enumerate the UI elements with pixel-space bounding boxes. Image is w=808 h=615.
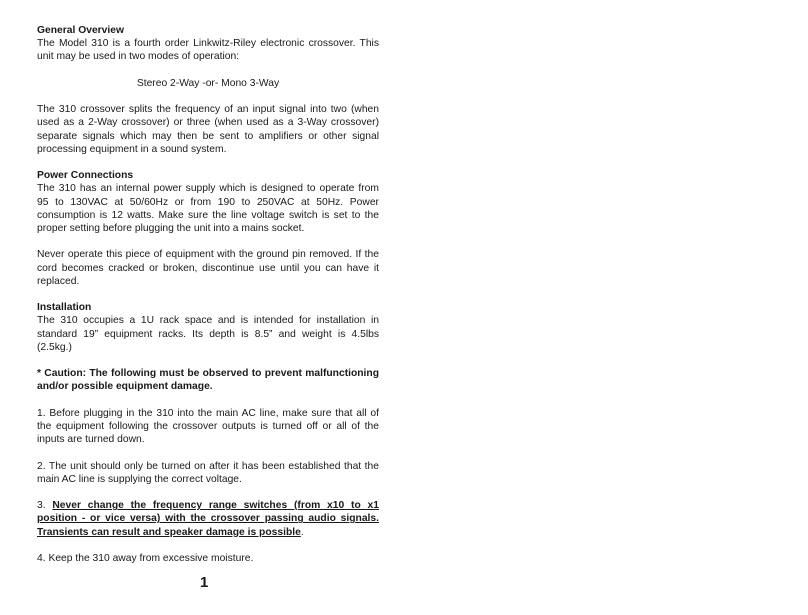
instruction-item-2: 2. The unit should only be turned on after it has been established that the main AC line is supplying the correct voltage. (37, 460, 379, 485)
instruction-item-3-emphasis: Never change the frequency range switches (from x10 to x1 position - or vice versa) with the crossover passing audio signals. Transients can result and speaker damage is possible (37, 500, 379, 538)
text-column (37, 24, 379, 565)
installation-body: The 310 occupies a 1U rack space and is intended for installation in standard 19” equipment racks. Its depth is 8.5” and weight is 4.5lbs (2.5kg.) (37, 315, 379, 353)
instruction-item-3-number: 3. (37, 500, 53, 512)
overview-description: The 310 crossover splits the frequency of an input signal into two (when used as a 2-Way crossover) or three (when used as a 3-Way crossover) separate signals which may then be sent to amplifiers or other signal processing equipment in a sound system. (37, 104, 379, 155)
instruction-item-1: 1. Before plugging in the 310 into the main AC line, make sure that all of the equipment following the crossover outputs is turned off or all of the inputs are turned down. (37, 407, 379, 446)
instruction-item-3-period: . (300, 526, 304, 538)
instruction-item-3 (37, 499, 379, 539)
general-overview-heading: General Overview (37, 25, 125, 36)
ground-pin-warning: Never operate this piece of equipment with the ground pin removed. If the cord becomes cracked or broken, discontinue use until you can have it replaced. (37, 249, 379, 287)
page-number: 1 (200, 574, 209, 591)
installation-heading: Installation (37, 302, 92, 314)
power-connections-heading: Power Connections (37, 170, 134, 182)
power-body: The 310 has an internal power supply which is designed to operate from 95 to 130VAC at 50/60Hz or from 190 to 250VAC at 50Hz. Power consumption is 12 watts. Make sure the line voltage switch is set to the proper setting before plugging the unit into a mains socket. (37, 183, 379, 234)
caution-note: * Caution: The following must be observed to prevent malfunctioning and/or possible equipment damage. (37, 368, 379, 393)
operation-modes: Stereo 2-Way -or- Mono 3-Way (136, 77, 280, 89)
overview-intro: The Model 310 is a fourth order Linkwitz-Riley electronic crossover. This unit may be used in two modes of operation: (37, 38, 379, 63)
instruction-item-4: 4. Keep the 310 away from excessive moisture. (37, 552, 254, 564)
